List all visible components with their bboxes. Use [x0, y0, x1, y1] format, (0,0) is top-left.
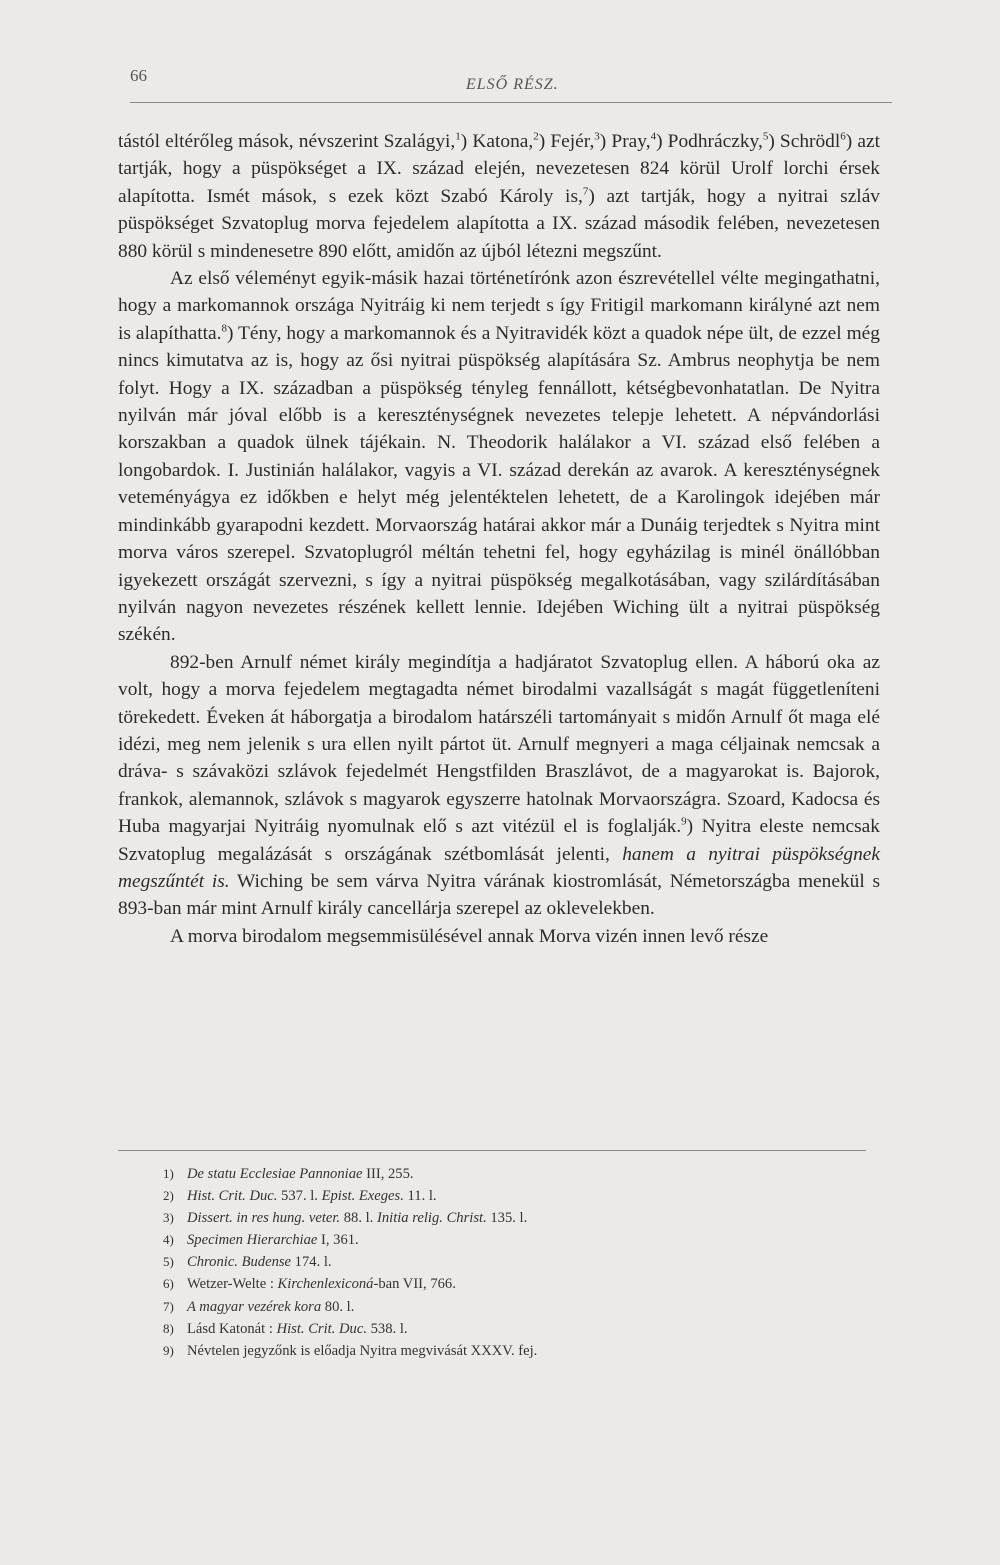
text-run: ) azt tartják, hogy a nyitrai szláv püspökséget Szvatoplug morva fejedelem alapította a IX. század második felében, nevezetesen 880 körül s mindenesetre 890 előtt, amidőn az újból létezni megszűnt. — [118, 185, 880, 262]
footnote-number: 8) — [163, 1320, 174, 1336]
footnote-text: 174. l. — [291, 1254, 332, 1271]
paragraph-1 — [118, 128, 880, 265]
text-run: ) azt tartják, hogy a püspökséget a IX. század elején, nevezetesen 824 körül Urolf lorchi érsek alapította. Ismét mások, s ezek közt Szabó Károly is, — [118, 131, 880, 207]
running-title: ELSŐ RÉSZ. — [466, 76, 559, 93]
text-run: ) Pray, — [599, 131, 651, 152]
text-run: ) Katona, — [460, 131, 534, 152]
footnote-ref: 1 — [455, 130, 461, 143]
footnote — [163, 1163, 723, 1185]
emphasis-text: hanem a nyitrai püspökségnek megszűntét is. — [118, 843, 880, 892]
footnote-ref: 3 — [594, 130, 600, 143]
text-run: ) Fejér, — [538, 131, 595, 152]
footnote-text: I, 361. — [317, 1232, 359, 1249]
footnote-text: Névtelen jegyzőnk is előadja Nyitra megvivását XXXV. fej. — [187, 1342, 538, 1359]
body-text — [118, 128, 880, 950]
footnote-title: Dissert. in res hung. veter. — [187, 1210, 341, 1227]
footnote-title: Kirchenlexiconá — [277, 1276, 374, 1293]
text-run: 892-ben Arnulf német király megindítja a hadjáratot Szvatoplug ellen. A háború oka az volt, hogy a morva fejedelem megtagadta német birodalmi vazallságát s magát függetleníteni törekedett. Éveken át háborgatja a birodalom határszéli tartományait s midőn Arnulf őt maga elé idézi, meg nem jelenik s ura ellen nyilt pártot üt. Arnulf megnyeri a maga céljainak nemcsak a dráva- s szávaközi szlávok fejedelmét Hengstfilden Braszlávot, de a magyarokat is. Bajorok, frankok, alemannok, szlávok s magyarok egyszerre hatolnak Morvaországra. Szoard, Kadocsa és Huba magyarjai Nyitráig nyomulnak elő s azt vitézül el is foglalják. — [118, 651, 880, 838]
footnote-text: -ban VII, 766. — [373, 1276, 456, 1293]
footnote — [163, 1340, 723, 1362]
header-rule — [130, 102, 892, 103]
footnote-ref: 8 — [221, 322, 227, 335]
footnote-title: Initia relig. Christ. — [376, 1210, 487, 1227]
footnote-ref: 7 — [582, 185, 589, 198]
footnote-ref: 9 — [681, 815, 687, 828]
footnote-rule — [118, 1150, 866, 1151]
footnote-text: 538. l. — [366, 1320, 408, 1337]
footnote — [163, 1273, 723, 1295]
footnote-text: 135. l. — [486, 1210, 528, 1227]
footnote-ref: 2 — [533, 130, 539, 143]
footnote — [163, 1229, 723, 1251]
footnotes — [163, 1163, 723, 1362]
footnote-number: 4) — [163, 1232, 174, 1248]
footnote-text: III, 255. — [362, 1166, 414, 1182]
footnote-number: 9) — [163, 1342, 174, 1358]
text-run: ) Nyitra eleste nemcsak Szvatoplug megalázását s országának szétbomlását jelenti, — [118, 816, 880, 865]
text-run: ) Podhráczky, — [656, 131, 763, 152]
paragraph-2 — [118, 265, 880, 649]
footnote — [163, 1318, 723, 1340]
paragraph-3 — [118, 649, 880, 923]
page-number: 66 — [130, 66, 147, 85]
footnote-title: Epist. Exeges. — [321, 1188, 404, 1205]
paragraph-4: A morva birodalom megsemmisülésével annak Morva vizén innen levő része — [170, 925, 769, 947]
footnote-ref: 4 — [650, 130, 657, 143]
footnote — [163, 1207, 723, 1229]
footnote-ref: 5 — [762, 130, 769, 143]
text-run: ) Schrödl — [768, 131, 841, 152]
footnote-title: Hist. Crit. Duc. — [276, 1320, 367, 1337]
text-run: Az első véleményt egyik-másik hazai történetírónk azon észrevétellel vélte megingathatni, hogy a markomannok országa Nyitráig ki nem terjedt s így Fritigil markomann királyné azt nem is alapíthatta. — [118, 268, 880, 344]
footnote-number: 7) — [163, 1298, 174, 1314]
footnote-text: 88. l. — [340, 1210, 377, 1227]
text-run: ) Tény, hogy a markomannok és a Nyitravidék közt a quadok népe ült, de ezzel még nincs kimutatva az is, hogy az ősi nyitrai püspökség alapítására Sz. Ambrus neophytja be nem folyt. Hogy a IX. században a püspökség tényleg fennállott, kétségbevonhatatlan. De Nyitra nyilván már jóval előbb is a kereszténységnek nevezetes telepje lehetett. A népvándorlási korszakban a quadok ülnek tájékain. N. Theodorik halálakor a VI. század első felében a longobardok. I. Justinián halálakor, vagyis a VI. század derekán az avarok. A kereszténységnek veteményágya ez időkben e helyt még jelentéktelen lehetett, de a Karolingok idejében már mindinkább gyarapodni kezdett. Morvaország határai akkor már a Dunáig terjedtek s Nyitra mint morva város szerepel. Szvatoplugról méltán tehetni fel, hogy egyházilag is minél önállóbban igyekezett országát szervezni, s így a nyitrai püspökség megalkotásában, vagy szilárdításában nyilván nagyon nevezetes részének kellett lennie. Idejében Wiching ült a nyitrai püspökség székén. — [118, 322, 880, 646]
footnote-text: 80. l. — [321, 1298, 355, 1315]
footnote-title: Chronic. Budense — [187, 1254, 292, 1271]
footnote-title: Hist. Crit. Duc. — [187, 1188, 278, 1205]
footnote-text: Wetzer-Welte : — [187, 1276, 278, 1293]
footnote — [163, 1296, 723, 1318]
footnote — [163, 1251, 723, 1273]
footnote-text: 537. l. — [277, 1188, 322, 1205]
footnote-title: De statu Ecclesiae Pannoniae — [187, 1166, 363, 1182]
footnote-title: Specimen Hierarchiae — [187, 1232, 318, 1249]
footnote-number: 1) — [163, 1166, 174, 1181]
footnote-number: 2) — [163, 1188, 174, 1204]
text-run: Wiching be sem várva Nyitra várának kiostromlását, Németországba menekül s 893-ban már mint Arnulf király cancellárja szerepel az oklevelekben. — [118, 870, 880, 920]
footnote-number: 3) — [163, 1210, 174, 1226]
footnote-text: 11. l. — [403, 1188, 437, 1205]
text-run: tástól eltérőleg mások, névszerint Szalágyi, — [118, 131, 456, 152]
footnote-title: A magyar vezérek kora — [187, 1298, 322, 1315]
footnote-number: 5) — [163, 1254, 174, 1270]
footnote-text: Lásd Katonát : — [187, 1320, 277, 1337]
footnote-ref: 6 — [840, 130, 846, 143]
footnote-number: 6) — [163, 1276, 174, 1292]
footnote — [163, 1185, 723, 1207]
page-header — [130, 66, 892, 110]
